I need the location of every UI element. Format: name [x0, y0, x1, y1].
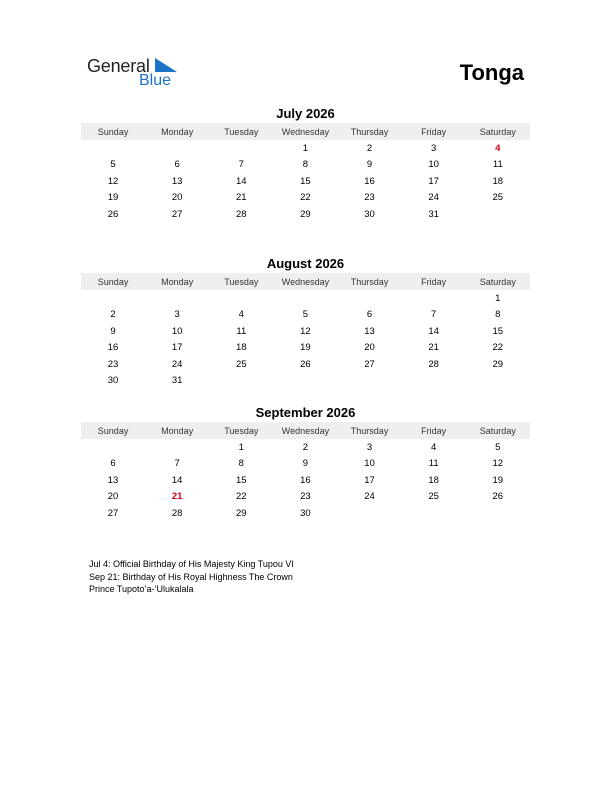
- note-line: Prince Tupoto’a-’Ulukalala: [89, 584, 194, 594]
- day-cell: 9: [302, 458, 309, 470]
- week-row: [81, 140, 530, 157]
- day-cell: 17: [171, 342, 183, 354]
- note-line: Sep 21: Birthday of His Royal Highness The Crown: [89, 571, 293, 582]
- day-cell: 3: [431, 142, 437, 154]
- weekday-label: Sunday: [97, 425, 129, 436]
- month-august: [81, 255, 530, 389]
- weekday-label: Tuesday: [224, 276, 259, 287]
- day-cell: 18: [236, 342, 247, 354]
- week-row: [81, 356, 530, 373]
- day-cell: 13: [364, 325, 375, 337]
- day-cell: 7: [238, 159, 244, 171]
- week-row: [81, 206, 530, 223]
- day-cell: 5: [495, 441, 501, 453]
- day-cell: 20: [364, 342, 375, 354]
- day-cell: 16: [107, 342, 119, 354]
- day-cell: 31: [428, 208, 439, 220]
- weekday-label: Friday: [421, 276, 447, 287]
- day-cell: 24: [171, 358, 183, 370]
- day-cell: 3: [366, 441, 373, 453]
- weekday-label: Monday: [161, 276, 194, 287]
- weekday-label: Friday: [421, 126, 447, 137]
- day-cell: 22: [492, 342, 504, 354]
- week-row: [81, 439, 530, 456]
- day-cell: 19: [300, 342, 311, 354]
- day-cell: 6: [366, 309, 373, 321]
- day-cell: 6: [174, 159, 180, 171]
- day-cell: 30: [300, 507, 311, 519]
- day-cell: 23: [107, 358, 119, 370]
- holiday-notes: [89, 558, 294, 596]
- day-cell: 23: [300, 491, 311, 503]
- day-cell: 28: [428, 358, 439, 370]
- day-cell: 30: [107, 375, 119, 387]
- weekday-label: Sunday: [97, 126, 129, 137]
- day-cell: 29: [236, 507, 247, 519]
- day-cell: 7: [431, 309, 437, 321]
- day-cell: 23: [364, 192, 375, 204]
- day-cell: 26: [492, 491, 504, 503]
- day-cell: 22: [300, 192, 311, 204]
- day-cell: 13: [171, 175, 183, 187]
- day-cell: 15: [492, 325, 504, 337]
- day-cell: 10: [364, 458, 375, 470]
- day-cell: 30: [364, 208, 375, 220]
- day-cell: 31: [171, 375, 183, 387]
- month-september: [81, 404, 530, 522]
- day-cell: 20: [107, 491, 119, 503]
- weekday-label: Thursday: [350, 126, 389, 137]
- week-row: [81, 373, 530, 390]
- day-cell: 21: [236, 192, 247, 204]
- day-cell: 5: [302, 309, 309, 321]
- month-title: July 2026: [276, 106, 335, 121]
- day-cell: 6: [110, 458, 116, 470]
- day-cell: 19: [107, 192, 119, 204]
- weekday-header: [81, 123, 530, 140]
- day-cell: 4: [238, 309, 244, 321]
- day-cell: 27: [171, 208, 183, 220]
- day-cell: 15: [236, 474, 247, 486]
- week-row: [81, 505, 530, 522]
- day-cell: 12: [107, 175, 119, 187]
- day-cell: 17: [364, 474, 375, 486]
- day-cell: 7: [174, 458, 180, 470]
- day-cell: 24: [364, 491, 375, 503]
- day-cell: 14: [171, 474, 183, 486]
- day-cell: 25: [236, 358, 247, 370]
- day-cell: 8: [238, 458, 244, 470]
- weekday-label: Tuesday: [224, 126, 259, 137]
- day-cell: 11: [236, 325, 247, 337]
- day-cell: 1: [238, 441, 244, 453]
- weekday-label: Wednesday: [281, 126, 330, 137]
- weekday-label: Wednesday: [281, 425, 330, 436]
- day-cell: 22: [236, 491, 247, 503]
- weekday-label: Tuesday: [224, 425, 259, 436]
- day-cell: 9: [110, 325, 116, 337]
- week-row: [81, 340, 530, 357]
- day-cell: 1: [495, 292, 501, 304]
- weekday-label: Friday: [421, 425, 447, 436]
- week-row: [81, 323, 530, 340]
- day-cell: 9: [366, 159, 373, 171]
- day-cell: 5: [110, 159, 116, 171]
- day-cell: 8: [302, 159, 309, 171]
- day-cell: 21: [428, 342, 439, 354]
- country-title: Tonga: [459, 60, 524, 85]
- week-row: [81, 456, 530, 473]
- week-row: [81, 307, 530, 324]
- week-row: [81, 190, 530, 207]
- day-cell: 19: [492, 474, 504, 486]
- day-cell: 4: [431, 441, 437, 453]
- weekday-header: [81, 422, 530, 439]
- day-cell: 18: [492, 175, 504, 187]
- day-cell: 18: [428, 474, 439, 486]
- day-cell: 3: [174, 309, 180, 321]
- day-cell: 16: [300, 474, 311, 486]
- day-cell: 14: [428, 325, 439, 337]
- week-row: [81, 472, 530, 489]
- day-cell: 8: [495, 309, 501, 321]
- day-cell: 28: [236, 208, 247, 220]
- day-cell: 10: [428, 159, 439, 171]
- month-title: August 2026: [266, 256, 345, 271]
- weekday-label: Sunday: [97, 276, 129, 287]
- day-cell: 15: [300, 175, 311, 187]
- day-cell: 17: [428, 175, 439, 187]
- day-cell: 16: [364, 175, 375, 187]
- day-cell: 24: [428, 192, 439, 204]
- weekday-label: Wednesday: [281, 276, 330, 287]
- weekday-label: Thursday: [350, 425, 389, 436]
- note-line: Jul 4: Official Birthday of His Majesty King Tupou VI: [89, 559, 294, 569]
- day-cell: 25: [492, 192, 504, 204]
- day-cell: 13: [107, 474, 119, 486]
- weekday-label: Saturday: [479, 276, 516, 287]
- day-cell: 2: [110, 309, 116, 321]
- day-cell: 2: [366, 142, 373, 154]
- holiday-day-cell: 4: [495, 142, 501, 154]
- day-cell: 12: [492, 458, 504, 470]
- logo: [87, 56, 187, 92]
- logo-text-general: General: [87, 56, 150, 76]
- day-cell: 26: [300, 358, 311, 370]
- day-cell: 12: [300, 325, 311, 337]
- day-cell: 29: [300, 208, 311, 220]
- day-cell: 11: [492, 159, 503, 171]
- weekday-label: Saturday: [479, 425, 516, 436]
- week-row: [81, 290, 530, 307]
- holiday-day-cell: 21: [171, 491, 183, 503]
- week-row: [81, 157, 530, 174]
- day-cell: 14: [236, 175, 247, 187]
- day-cell: 1: [302, 142, 309, 154]
- day-cell: 27: [107, 507, 119, 519]
- day-cell: 25: [428, 491, 439, 503]
- day-cell: 20: [171, 192, 183, 204]
- week-row: [81, 489, 530, 506]
- day-cell: 28: [171, 507, 183, 519]
- day-cell: 26: [107, 208, 119, 220]
- day-cell: 27: [364, 358, 375, 370]
- month-july: [81, 105, 530, 223]
- week-row: [81, 173, 530, 190]
- day-cell: 2: [302, 441, 309, 453]
- weekday-label: Saturday: [479, 126, 516, 137]
- day-cell: 29: [492, 358, 504, 370]
- day-cell: 11: [428, 458, 439, 470]
- day-cell: 10: [171, 325, 183, 337]
- weekday-header: [81, 273, 530, 290]
- weekday-label: Monday: [161, 425, 194, 436]
- weekday-label: Thursday: [350, 276, 389, 287]
- month-title: September 2026: [255, 405, 356, 420]
- logo-text-blue: Blue: [139, 72, 172, 89]
- weekday-label: Monday: [161, 126, 194, 137]
